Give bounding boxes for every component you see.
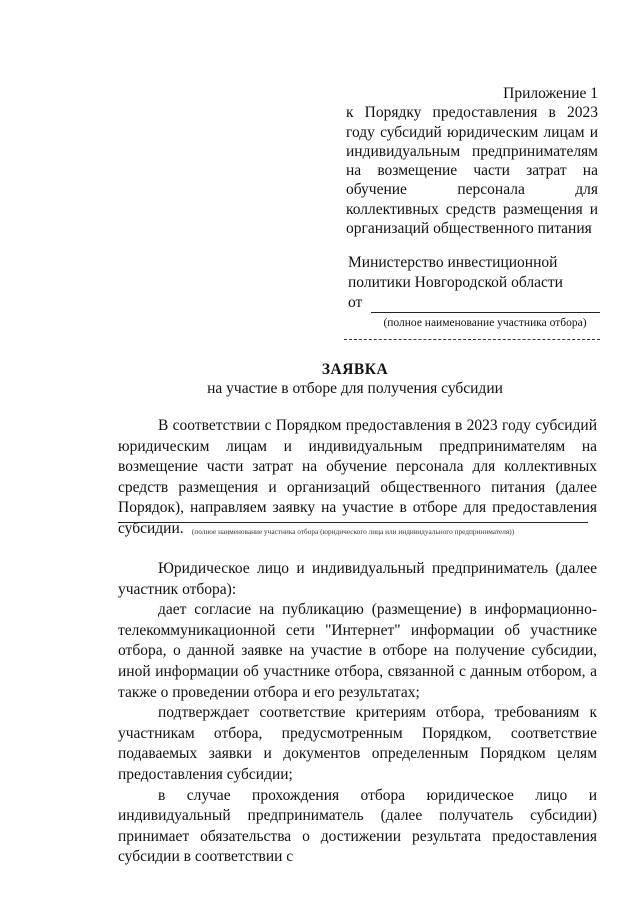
participant-name-line [118, 522, 588, 523]
body-paragraph-2: дает согласие на публикацию (размещение) в информационно-телекоммуникационной сети "Интернет" информации об участнике отбора, о данной заявке на участие в отборе на получение субсидии, иной информации об участнике отбора, связанной с данным отбором, а также о проведении отбора и его результатах; [118, 601, 597, 701]
document-title: ЗАЯВКА [321, 361, 389, 378]
body-paragraph-4: в случае прохождения отбора юридическое лицо и индивидуальный предприниматель (далее получатель субсидии) принимает обязательства о достижении результата предоставления субсидии в соответствии с [118, 786, 597, 866]
recipient-line-1: Министерство инвестиционной [348, 254, 558, 271]
annex-block [346, 84, 598, 238]
document-subtitle: на участие в отборе для получения субсидии [207, 380, 503, 397]
recipient-line-2: политики Новгородской области [348, 273, 563, 291]
body-section [118, 559, 597, 868]
participant-name-caption: (полное наименование участника отбора (юридического лица или индивидуального предпринимателя)) [191, 527, 515, 536]
from-row [348, 293, 600, 313]
intro-paragraph: В соответствии с Порядком предоставления в 2023 году субсидий юридическим лицам и индивидуальным предпринимателям на возмещение части затрат на обучение персонала для коллективных средств размещения и организаций общественного питания (далее Порядок), направляем заявку на участие в отборе для предоставления субсидии. [118, 417, 597, 537]
body-paragraph-1: Юридическое лицо и индивидуальный предприниматель (далее участник отбора): [118, 560, 597, 598]
annex-text: к Порядку предоставления в 2023 году субсидий юридическим лицам и индивидуальным предпринимателям на возмещение части затрат на обучение персонала для коллективных средств размещения и организаций общественного питания [346, 104, 598, 238]
from-label: от [348, 294, 363, 311]
recipient-extra-line [344, 339, 600, 340]
from-fill-line [371, 298, 600, 313]
from-caption: (полное наименование участника отбора) [383, 316, 587, 329]
body-paragraph-3: подтверждает соответствие критериям отбора, требованиям к участникам отбора, предусмотренным Порядком, соответствие подаваемых заявки и документов определенным Порядком целям предоставления субсидии; [118, 704, 597, 783]
annex-label: Приложение 1 [503, 85, 598, 102]
recipient-block [348, 253, 600, 330]
